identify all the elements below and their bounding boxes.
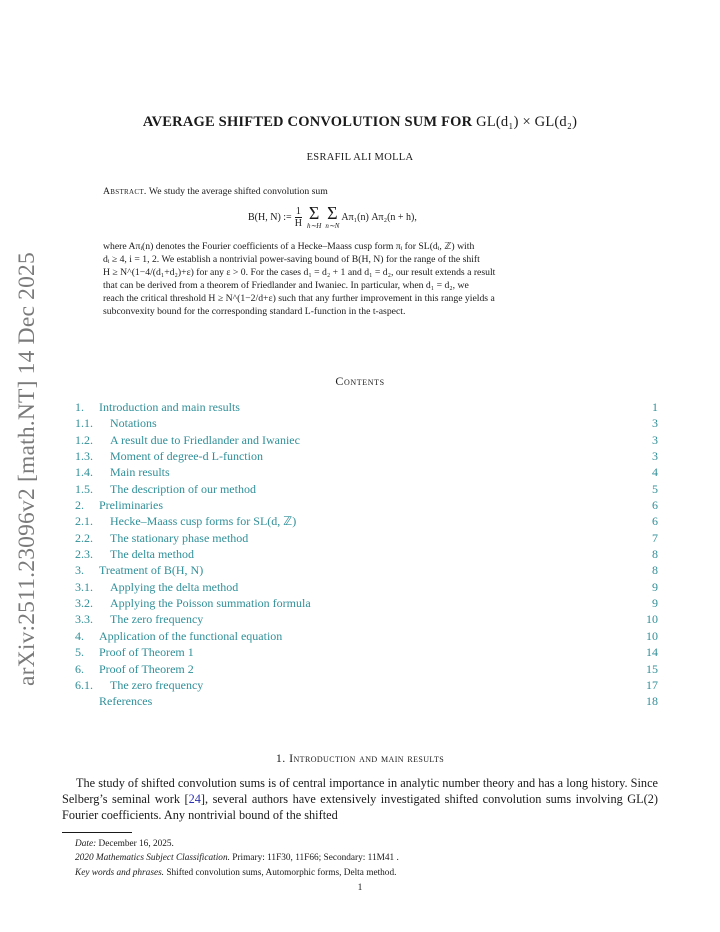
toc-entry-number: 3.3. bbox=[75, 612, 93, 627]
toc-entry[interactable] bbox=[75, 661, 658, 677]
toc-entry-title: The description of our method bbox=[110, 481, 256, 496]
toc-entry-label bbox=[75, 579, 238, 595]
author-name: ESRAFIL ALI MOLLA bbox=[306, 152, 414, 163]
toc-entry[interactable] bbox=[75, 677, 658, 693]
toc-entry-page: 3 bbox=[652, 449, 658, 464]
toc-entry-page: 18 bbox=[646, 694, 658, 709]
footnote-divider bbox=[62, 832, 132, 833]
toc-entry-page: 14 bbox=[646, 645, 658, 660]
toc-entry-number: 1.2. bbox=[75, 432, 93, 447]
abstract-label: Abstract. bbox=[103, 186, 147, 197]
toc-entry-label bbox=[75, 595, 311, 611]
toc-entry-title: Hecke–Maass cusp forms for SL(d, ℤ) bbox=[110, 514, 297, 529]
date-label: Date: bbox=[75, 839, 97, 849]
toc-entry-page: 10 bbox=[646, 612, 658, 627]
footnote-msc bbox=[75, 851, 399, 865]
toc-entry-page: 5 bbox=[652, 481, 658, 496]
toc-entry-page: 6 bbox=[652, 514, 658, 529]
toc-entry-page: 3 bbox=[652, 432, 658, 447]
toc-entry-label bbox=[75, 448, 263, 464]
toc-entry-page: 4 bbox=[652, 465, 658, 480]
toc-entry[interactable] bbox=[75, 415, 658, 431]
toc-entry-title: Treatment of B(H, N) bbox=[99, 563, 204, 578]
toc-entry-title: The zero frequency bbox=[110, 612, 204, 627]
toc-entry-title: Main results bbox=[110, 465, 170, 480]
toc-entry-label bbox=[75, 530, 248, 546]
toc-entry-label bbox=[75, 513, 296, 529]
toc-entry-number: 1.5. bbox=[75, 481, 93, 496]
abstract-body bbox=[103, 241, 616, 318]
toc-entry-number: 4. bbox=[75, 628, 84, 643]
toc-entry-page: 9 bbox=[652, 579, 658, 594]
paper-title bbox=[0, 114, 720, 131]
toc-entry-title: Applying the Poisson summation formula bbox=[110, 596, 311, 611]
toc-entry-title: The delta method bbox=[110, 547, 194, 562]
toc-entry-page: 9 bbox=[652, 596, 658, 611]
abstract-line: where Aπᵢ(n) denotes the Fourier coefficients of a Hecke–Maass cusp form πᵢ for SL(dᵢ, ℤ) with bbox=[103, 241, 475, 252]
toc-entry-title: Proof of Theorem 2 bbox=[99, 661, 194, 676]
formula-fraction bbox=[295, 206, 302, 229]
toc-entry-number: 1.1. bbox=[75, 416, 93, 431]
date-value: December 16, 2025. bbox=[98, 839, 174, 849]
toc-entry-page: 7 bbox=[652, 530, 658, 545]
toc-entry-label bbox=[75, 628, 282, 644]
formula-rhs: Aπ₁(n) Aπ₂(n + h), bbox=[341, 211, 417, 223]
section-heading: 1. Introduction and main results bbox=[275, 751, 445, 765]
toc-entry-number: 2.2. bbox=[75, 530, 93, 545]
msc-value: Primary: 11F30, 11F66; Secondary: 11M41 . bbox=[232, 853, 399, 864]
toc-entry[interactable] bbox=[75, 513, 658, 529]
toc-entry[interactable] bbox=[75, 481, 658, 497]
toc-entry-number: 6.1. bbox=[75, 677, 93, 692]
toc-entry-title: Notations bbox=[110, 416, 157, 431]
toc-entry-title: A result due to Friedlander and Iwaniec bbox=[110, 432, 300, 447]
toc-entry-number: 5. bbox=[75, 645, 84, 660]
formula-frac-num: 1 bbox=[295, 205, 301, 217]
intro-text-a: The study of shifted convolution sums is of central importance in analytic number theory and has a long history. Since Selberg’s seminal work [ bbox=[62, 776, 658, 806]
formula-frac-den: H bbox=[294, 217, 302, 229]
toc-entry-label bbox=[75, 644, 194, 660]
table-of-contents bbox=[75, 399, 658, 710]
toc-entry-page: 6 bbox=[652, 498, 658, 513]
toc-entry-number: 3.1. bbox=[75, 579, 93, 594]
toc-entry-number: 2. bbox=[75, 498, 84, 513]
abstract-line: that can be derived from a theorem of Friedlander and Iwaniec. In particular, when d₁ = d₂, we bbox=[103, 279, 469, 291]
formula-sum-n bbox=[325, 204, 339, 230]
toc-entry[interactable] bbox=[75, 546, 658, 562]
toc-entry-label bbox=[75, 546, 194, 562]
toc-entry-number: 2.1. bbox=[75, 514, 93, 529]
keywords-value: Shifted convolution sums, Automorphic forms, Delta method. bbox=[166, 867, 397, 878]
toc-entry[interactable] bbox=[75, 464, 658, 480]
toc-entry-label bbox=[75, 661, 194, 677]
abstract-intro bbox=[103, 186, 616, 199]
toc-entry[interactable] bbox=[75, 579, 658, 595]
toc-entry[interactable] bbox=[75, 530, 658, 546]
abstract-intro-text: We study the average shifted convolution sum bbox=[148, 186, 328, 197]
toc-entry[interactable] bbox=[75, 611, 658, 627]
toc-entry-label bbox=[75, 693, 152, 709]
toc-entry-number: 1.3. bbox=[75, 449, 93, 464]
footnote-date bbox=[75, 837, 399, 851]
toc-entry[interactable] bbox=[75, 497, 658, 513]
toc-entry-title: Applying the delta method bbox=[110, 579, 239, 594]
contents-heading: Contents bbox=[335, 374, 385, 388]
formula-lhs: B(H, N) := bbox=[248, 211, 292, 223]
toc-entry-label bbox=[75, 562, 203, 578]
toc-entry-title: Moment of degree-d L-function bbox=[110, 449, 263, 464]
sigma-symbol: Σ bbox=[308, 203, 320, 223]
toc-entry[interactable] bbox=[75, 628, 658, 644]
intro-text-b: ], several authors have extensively investigated shifted convolution sums involving GL(2) Fourier coefficients. Any nontrivial bound of the shifted bbox=[62, 792, 658, 822]
sum-n-limit: n∼N bbox=[325, 222, 340, 230]
toc-entry-title: References bbox=[99, 694, 153, 709]
toc-entry-number: 1. bbox=[75, 400, 84, 414]
toc-entry-page: 15 bbox=[646, 661, 658, 676]
page-number: 1 bbox=[357, 883, 363, 893]
toc-entry-title: Proof of Theorem 1 bbox=[99, 645, 194, 660]
toc-entry-page: 8 bbox=[652, 547, 658, 562]
toc-entry-page: 8 bbox=[652, 563, 658, 578]
title-text: AVERAGE SHIFTED CONVOLUTION SUM FOR bbox=[142, 114, 473, 130]
toc-entry[interactable] bbox=[75, 448, 658, 464]
toc-entry-title: The stationary phase method bbox=[110, 530, 249, 545]
intro-paragraph bbox=[62, 775, 658, 823]
toc-entry-title: Application of the functional equation bbox=[99, 628, 283, 643]
keywords-label: Key words and phrases. bbox=[75, 867, 165, 878]
toc-entry[interactable] bbox=[75, 595, 658, 611]
toc-entry-page: 3 bbox=[652, 416, 658, 431]
toc-entry[interactable] bbox=[75, 432, 658, 448]
abstract-line: dᵢ ≥ 4, i = 1, 2. We establish a nontrivial power-saving bound of B(H, N) for the range of the shift bbox=[103, 253, 480, 265]
title-math: GL(d₁) × GL(d₂) bbox=[476, 114, 578, 130]
toc-entry-page: 1 bbox=[652, 400, 658, 414]
abstract-formula bbox=[248, 204, 417, 230]
toc-entry-label bbox=[75, 432, 300, 448]
abstract-line: subconvexity bound for the corresponding standard L-function in the t-aspect. bbox=[103, 305, 406, 317]
toc-entry-page: 10 bbox=[646, 628, 658, 643]
msc-label: 2020 Mathematics Subject Classification. bbox=[75, 853, 230, 864]
toc-entry-title: Preliminaries bbox=[99, 498, 163, 513]
toc-entry-page: 17 bbox=[646, 677, 658, 692]
toc-entry[interactable] bbox=[75, 693, 658, 709]
sum-h-limit: h∼H bbox=[306, 222, 322, 230]
toc-entry[interactable] bbox=[75, 562, 658, 578]
citation-link[interactable]: 24 bbox=[188, 792, 201, 806]
footnotes bbox=[75, 837, 399, 880]
toc-entry-number: 6. bbox=[75, 661, 84, 676]
toc-entry-label bbox=[75, 464, 170, 480]
abstract-line: H ≥ N^(1−4/(d₁+d₂)+ε) for any ε > 0. For the cases d₁ = d₂ + 1 and d₁ = d₂, our result extends a result bbox=[103, 266, 496, 278]
toc-entry-label bbox=[75, 497, 163, 513]
footnote-keywords bbox=[75, 866, 399, 880]
toc-entry-number: 3.2. bbox=[75, 596, 93, 611]
arxiv-identifier-stamp: arXiv:2511.23096v2 [math.NT] 14 Dec 2025 bbox=[14, 252, 40, 686]
toc-entry-label bbox=[75, 415, 157, 431]
toc-entry-label bbox=[75, 481, 256, 497]
toc-entry-label bbox=[75, 677, 203, 693]
toc-entry-label bbox=[75, 611, 203, 627]
toc-entry-label bbox=[75, 399, 240, 415]
toc-entry-number: 2.3. bbox=[75, 547, 93, 562]
toc-entry-number: 3. bbox=[75, 563, 84, 578]
sigma-symbol: Σ bbox=[327, 203, 338, 223]
formula-sum-h bbox=[307, 204, 321, 230]
abstract-line: reach the critical threshold H ≥ N^(1−2/d+ε) such that any further improvement in this range yields a bbox=[103, 292, 495, 304]
toc-entry-title: Introduction and main results bbox=[99, 400, 240, 414]
toc-entry[interactable] bbox=[75, 644, 658, 660]
toc-entry-title: The zero frequency bbox=[110, 677, 204, 692]
toc-entry[interactable] bbox=[75, 399, 658, 415]
toc-entry-number: 1.4. bbox=[75, 465, 93, 480]
